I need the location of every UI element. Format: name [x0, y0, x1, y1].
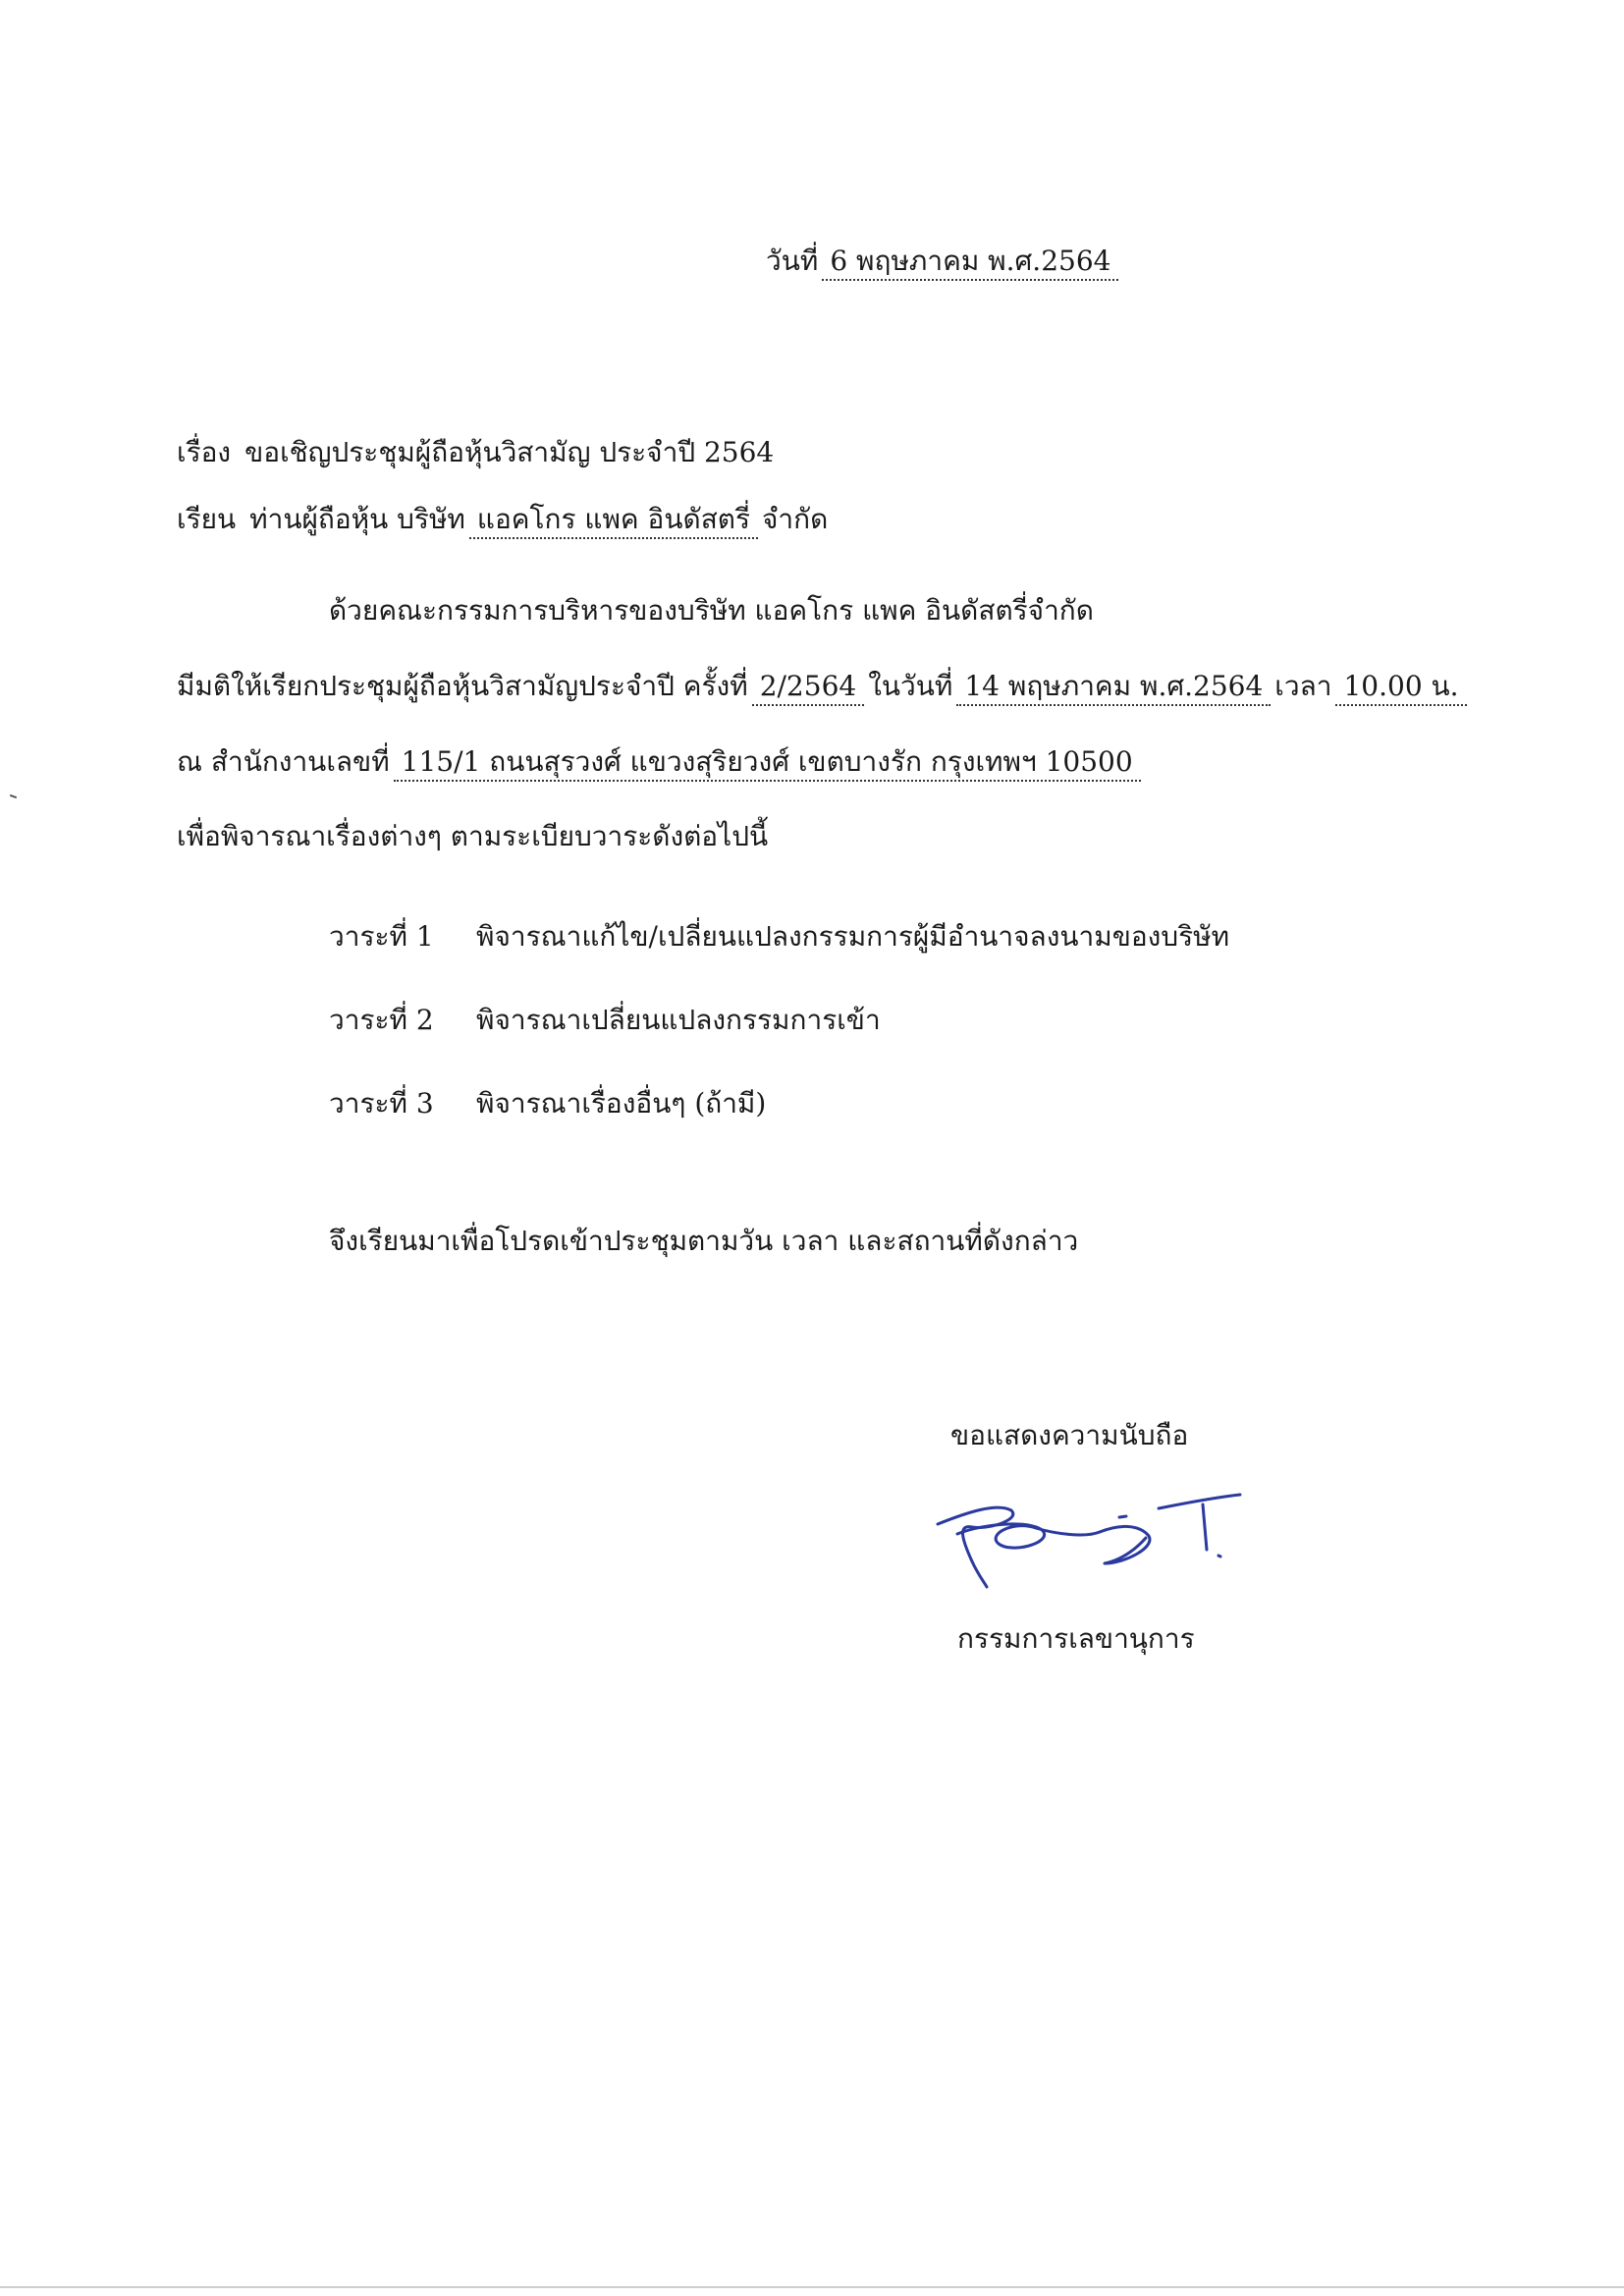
- meeting-date: 14 พฤษภาคม พ.ศ.2564: [956, 670, 1271, 706]
- body-line-2-part1: มีมติให้เรียกประชุมผู้ถือหุ้นวิสามัญประจำปี ครั้งที่: [177, 670, 748, 702]
- agenda-text: พิจารณาเรื่องอื่นๆ (ถ้ามี): [476, 1087, 767, 1120]
- scan-mark: [10, 794, 17, 798]
- meeting-address: 115/1 ถนนสุรวงศ์ แขวงสุริยวงศ์ เขตบางรัก กรุงเทพฯ 10500: [394, 745, 1141, 782]
- subject-text: ขอเชิญประชุมผู้ถือหุ้นวิสามัญ ประจำปี 2564: [244, 436, 775, 468]
- signature-strokes: [938, 1495, 1240, 1587]
- body-line-2-part3: เวลา: [1274, 670, 1332, 702]
- signer-title: กรรมการเลขานุการ: [957, 1622, 1195, 1655]
- agenda-item: [329, 1004, 881, 1036]
- body-line-3: [177, 745, 1145, 778]
- handwritten-signature: [928, 1473, 1252, 1620]
- agenda-number: วาระที่ 3: [329, 1087, 434, 1120]
- agenda-item: [329, 1087, 767, 1120]
- signature-stroke: [957, 1524, 1100, 1548]
- agenda-number: วาระที่ 1: [329, 920, 434, 953]
- addressee-company: แอคโกร แพค อินดัสตรี่: [469, 503, 758, 539]
- closing-line: จึงเรียนมาเพื่อโปรดเข้าประชุมตามวัน เวลา และสถานที่ดังกล่าว: [329, 1225, 1079, 1257]
- scan-edge-line: [0, 2286, 1624, 2288]
- regards-line: ขอแสดงความนับถือ: [950, 1419, 1189, 1451]
- signature-stroke: [1100, 1526, 1150, 1563]
- signature-stroke: [1159, 1495, 1240, 1508]
- signature-stroke: [1119, 1516, 1126, 1517]
- agenda-number: วาระที่ 2: [329, 1004, 434, 1036]
- body-line-1: ด้วยคณะกรรมการบริหารของบริษัท แอคโกร แพค อินดัสตรี่จำกัด: [329, 594, 1094, 627]
- body-line-3-part1: ณ สำนักงานเลขที่: [177, 745, 390, 778]
- signature-stroke: [1218, 1556, 1220, 1557]
- agenda-text: พิจารณาแก้ไข/เปลี่ยนแปลงกรรมการผู้มีอำนาจลงนามของบริษัท: [476, 920, 1230, 953]
- signature-stroke: [938, 1507, 1013, 1587]
- body-line-2: [177, 670, 1471, 702]
- letter-date: [766, 247, 1122, 275]
- meeting-number: 2/2564: [752, 670, 865, 706]
- addressee-line: [177, 503, 829, 535]
- addressee-label: เรียน: [177, 503, 237, 535]
- body-line-4: เพื่อพิจารณาเรื่องต่างๆ ตามระเบียบวาระดังต่อไปนี้: [177, 820, 769, 852]
- agenda-item: [329, 920, 1230, 953]
- date-value: 6 พฤษภาคม พ.ศ.2564: [822, 245, 1118, 281]
- body-line-2-part2: ในวันที่: [868, 670, 953, 702]
- addressee-suffix: จำกัด: [762, 503, 829, 535]
- signature-stroke: [1203, 1504, 1207, 1550]
- addressee-prefix: ท่านผู้ถือหุ้น บริษัท: [249, 503, 465, 535]
- date-label: วันที่: [766, 245, 819, 277]
- subject-label: เรื่อง: [177, 436, 232, 468]
- agenda-text: พิจารณาเปลี่ยนแปลงกรรมการเข้า: [476, 1004, 881, 1036]
- subject-line: [177, 436, 775, 468]
- meeting-time: 10.00 น.: [1335, 670, 1466, 706]
